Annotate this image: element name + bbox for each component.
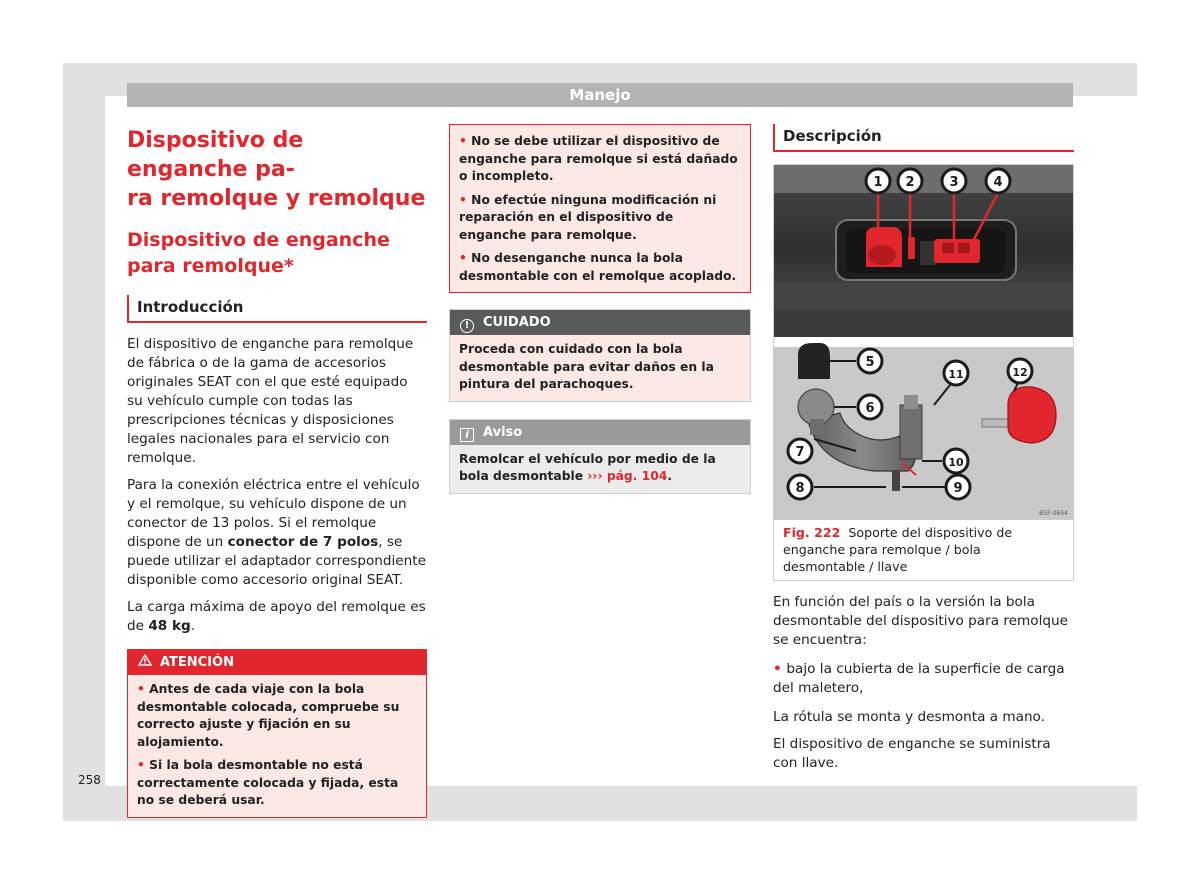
note-box: i Aviso Remolcar el vehículo por medio de la bola desmontable ››› pág. 104. <box>449 419 751 494</box>
callout-9: 9 <box>953 481 963 496</box>
desc-paragraph-2: La rótula se monta y desmonta a mano. <box>773 709 1045 725</box>
warning-item: • No efectúe ninguna modificación ni reparación en el dispositivo de enganche para remolque. <box>459 192 717 242</box>
page-subtitle: Dispositivo de enganche para remolque* <box>127 229 390 277</box>
page-title: Dispositivo de enganche pa- ra remolque y remolque <box>127 128 426 211</box>
middle-column <box>449 124 751 494</box>
callout-10: 10 <box>948 456 964 469</box>
warning-item: • Si la bola desmontable no está correctamente colocada y fijada, esta no se deberá usar. <box>137 758 399 807</box>
section-heading-introduccion: Introducción <box>127 295 427 323</box>
left-column <box>127 124 427 818</box>
callout-6: 6 <box>865 401 875 416</box>
caution-circle-icon: ! <box>460 319 474 333</box>
section-heading-descripcion: Descripción <box>773 124 1074 152</box>
figure-caption <box>774 520 1073 580</box>
callout-3: 3 <box>949 175 959 190</box>
figure-number: Fig. 222 <box>783 525 841 540</box>
load-emphasis: 48 kg <box>148 618 191 634</box>
callout-7: 7 <box>795 445 805 460</box>
intro-paragraph-3: La carga máxima de apoyo del remolque es de 48 kg. <box>127 599 426 634</box>
note-text: Remolcar el vehículo por medio de la bola desmontable <box>459 451 716 483</box>
caution-header <box>450 310 750 335</box>
warning-item: • Antes de cada viaje con la bola desmontable colocada, compruebe su correcto ajuste y fijación en su alojamiento. <box>137 682 400 749</box>
info-square-icon: i <box>460 428 474 442</box>
note-header <box>450 420 750 445</box>
callout-1: 1 <box>873 175 883 190</box>
figure-caption-text: Soporte del dispositivo de enganche para remolque / bola desmontable / llave <box>783 525 1013 574</box>
desc-paragraph-3: El dispositivo de enganche se suministra con llave. <box>773 736 1051 771</box>
callout-5: 5 <box>865 355 875 370</box>
page-number: 258 <box>78 773 101 787</box>
warning-header <box>128 650 426 675</box>
callout-8: 8 <box>795 481 805 496</box>
callout-12: 12 <box>1012 366 1028 379</box>
caution-title: CUIDADO <box>483 315 551 330</box>
figure-222 <box>773 164 1074 581</box>
caution-box <box>449 309 751 402</box>
right-column <box>773 124 1075 781</box>
intro-paragraph-2: Para la conexión eléctrica entre el vehículo y el remolque, su vehículo dispone de un conector de 13 polos. Si el remolque dispone de un conector de 7 polos, se puede utilizar el adaptador correspondiente disponible como accesorio original SEAT. <box>127 477 426 588</box>
figure-code: B5F-0654 <box>1039 510 1068 517</box>
warning-box-continued <box>449 124 751 293</box>
warning-item: • No desenganche nunca la bola desmontable con el remolque acoplado. <box>459 251 737 283</box>
callout-4: 4 <box>993 175 1003 190</box>
desc-bullet: • bajo la cubierta de la superficie de carga del maletero, <box>773 661 1065 696</box>
caution-text: Proceda con cuidado con la bola desmontable para evitar daños en la pintura del parachoques. <box>459 342 714 391</box>
chapter-header: Manejo <box>127 83 1073 107</box>
tow-hitch-illustration <box>774 165 1073 520</box>
callout-2: 2 <box>905 175 915 190</box>
warning-title: ATENCIÓN <box>160 655 234 670</box>
note-page-link[interactable]: ››› pág. 104 <box>587 469 668 483</box>
warning-triangle-icon <box>138 650 152 675</box>
warning-item: • No se debe utilizar el dispositivo de enganche para remolque si está dañado o incompleto. <box>459 134 738 183</box>
connector-emphasis: conector de 7 polos <box>227 534 379 550</box>
warning-box <box>127 649 427 818</box>
intro-paragraph-1: El dispositivo de enganche para remolque de fábrica o de la gama de accesorios originales SEAT con el que esté equipado su vehículo cumple con todas las prescripciones técnicas y disposiciones legales nacionales para el servicio con remolque. <box>127 336 414 466</box>
desc-paragraph-1: En función del país o la versión la bola desmontable del dispositivo para remolque se encuentra: <box>773 594 1068 648</box>
note-title: Aviso <box>483 424 523 440</box>
callout-11: 11 <box>948 368 964 381</box>
